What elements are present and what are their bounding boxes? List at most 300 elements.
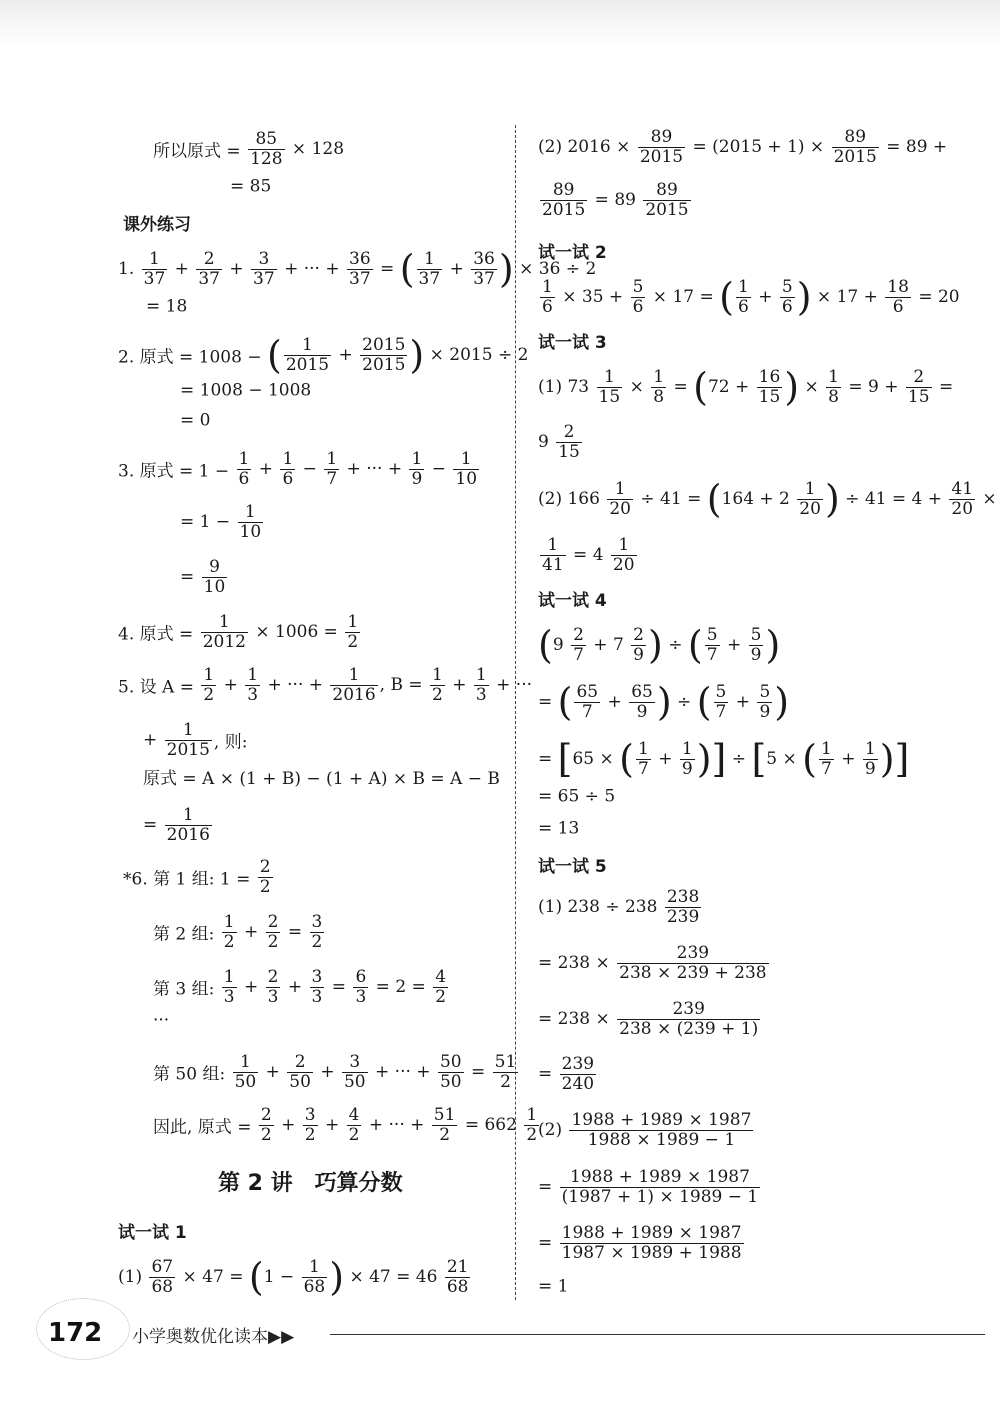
- fraction-numerator: 3: [311, 967, 323, 987]
- fraction-denominator: 50: [343, 1071, 366, 1092]
- fraction: [347, 1106, 362, 1144]
- fraction: [345, 613, 360, 651]
- fraction-numerator: 3: [251, 250, 277, 270]
- fraction-denominator: 2: [203, 684, 215, 705]
- fraction-numerator: 1: [165, 721, 212, 741]
- fraction-numerator: 3: [304, 1105, 316, 1125]
- fraction-denominator: 9: [750, 644, 762, 665]
- fraction-denominator: 2: [223, 931, 235, 952]
- bracket: ): [696, 736, 712, 781]
- fraction: [196, 250, 222, 288]
- left-math-line: [153, 1053, 520, 1091]
- fraction: [906, 368, 932, 406]
- fraction-denominator: 2015: [639, 146, 684, 167]
- math-text: +: [223, 259, 250, 280]
- fraction: [201, 613, 248, 651]
- math-text: × 1006 =: [249, 622, 344, 643]
- math-text: =: [143, 815, 163, 836]
- fraction-numerator: 2: [906, 368, 932, 388]
- fraction: [165, 721, 212, 759]
- fraction-numerator: 2: [633, 625, 644, 645]
- left-math-line: [118, 332, 529, 377]
- math-text: ÷ 41 =: [634, 489, 707, 510]
- math-text: ÷: [726, 749, 752, 770]
- fraction-numerator: 2: [556, 423, 582, 443]
- fraction-denominator: 3: [311, 986, 323, 1007]
- math-text: + ··· +: [262, 675, 329, 696]
- fraction: [360, 336, 407, 374]
- fraction-denominator: 3: [267, 986, 279, 1007]
- book-title: 小学奥数优化读本▶▶: [132, 1327, 295, 1347]
- fraction-denominator: 3: [247, 684, 259, 705]
- section-heading: 课外练习: [123, 215, 191, 235]
- left-math-line: [146, 296, 187, 317]
- right-math-line: [538, 1000, 762, 1038]
- scan-top-edge: [0, 0, 1000, 48]
- left-math-line: [230, 176, 271, 197]
- fraction-numerator: 89: [832, 128, 879, 148]
- fraction-denominator: 7: [715, 701, 727, 722]
- fraction-numerator: 3: [311, 912, 323, 932]
- left-math-line: [153, 1010, 169, 1031]
- math-text: 5 ×: [766, 749, 803, 770]
- math-text: +: [652, 749, 678, 770]
- math-text: +: [275, 1115, 301, 1136]
- left-math-line: [180, 503, 265, 541]
- math-text: =: [465, 1062, 491, 1083]
- math-text: =: [933, 377, 954, 398]
- bracket: ): [498, 246, 514, 291]
- fraction-numerator: 1: [540, 536, 566, 556]
- fraction-numerator: 36: [473, 249, 495, 269]
- bracket: ]: [711, 736, 727, 781]
- math-text: =: [180, 567, 200, 588]
- fraction: [540, 278, 555, 316]
- bracket: ): [329, 1254, 345, 1299]
- fraction-numerator: 1: [142, 250, 168, 270]
- math-text: ×: [624, 377, 650, 398]
- bracket: (: [557, 679, 573, 724]
- fraction-denominator: 2015: [542, 199, 586, 220]
- math-text: +: [260, 1062, 286, 1083]
- fraction-denominator: 238 × (239 + 1): [619, 1018, 759, 1039]
- fraction-numerator: 5: [706, 625, 718, 645]
- math-text: + ··· +: [363, 1115, 430, 1136]
- math-text: +: [835, 749, 861, 770]
- bracket: (: [696, 679, 712, 724]
- fraction-denominator: 2015: [645, 199, 689, 220]
- math-text: +: [238, 922, 264, 943]
- math-text: 2. 原式 = 1008 −: [118, 347, 267, 368]
- math-text: =: [326, 977, 352, 998]
- fraction-denominator: 10: [203, 576, 226, 597]
- fraction-numerator: 67: [151, 1257, 174, 1277]
- section-heading: 试一试 5: [538, 857, 607, 877]
- fraction: [233, 1053, 259, 1091]
- right-math-line: [538, 1055, 598, 1093]
- bracket: (: [706, 476, 722, 521]
- math-text: = 18: [146, 296, 188, 317]
- math-text: 第 3 组:: [153, 979, 220, 1000]
- right-math-line: [538, 679, 790, 724]
- bracket: ]: [894, 736, 910, 781]
- math-text: = 85: [230, 176, 272, 197]
- fraction: [287, 1053, 313, 1091]
- fraction-numerator: 5: [632, 277, 644, 297]
- fraction-denominator: 20: [612, 554, 635, 575]
- column-divider: [515, 125, 516, 1300]
- fraction: [705, 626, 720, 664]
- fraction-denominator: 37: [418, 268, 441, 289]
- section-heading: 试一试 1: [118, 1223, 187, 1243]
- fraction: [471, 250, 497, 288]
- fraction-numerator: 239: [561, 1054, 595, 1074]
- math-text: =: [538, 749, 558, 770]
- fraction: [222, 968, 237, 1006]
- fraction: [736, 278, 751, 316]
- bracket: ): [784, 364, 800, 409]
- math-text: × 36 ÷ 2: [513, 259, 597, 280]
- math-text: ÷: [662, 635, 688, 656]
- fraction: [757, 368, 783, 406]
- fraction-numerator: 2: [260, 1105, 272, 1125]
- fraction-numerator: 1: [330, 666, 377, 686]
- fraction-numerator: 16: [758, 367, 781, 387]
- fraction-numerator: 51: [433, 1105, 456, 1125]
- fraction-denominator: 1988 × 1989 − 1: [587, 1129, 736, 1150]
- fraction: [797, 480, 823, 518]
- fraction: [237, 450, 252, 488]
- fraction: [540, 181, 587, 219]
- left-math-line: [118, 613, 362, 651]
- math-text: 原式 = A × (1 + B) − (1 + A) × B = A − B: [143, 769, 500, 789]
- right-math-line: [538, 736, 910, 781]
- math-text: 72 +: [707, 377, 755, 398]
- fraction-denominator: 6: [781, 296, 793, 317]
- fraction-numerator: 239: [617, 944, 768, 964]
- fraction: [617, 1000, 760, 1038]
- fraction-denominator: 68: [446, 1276, 469, 1297]
- fraction-numerator: 1: [223, 967, 235, 987]
- fraction: [560, 1168, 761, 1206]
- fraction-numerator: 18: [887, 277, 909, 297]
- fraction-denominator: 7: [820, 758, 832, 779]
- fraction-numerator: 1988 + 1989 × 1987: [560, 1168, 761, 1188]
- fraction: [629, 683, 655, 721]
- bracket: (: [719, 274, 734, 319]
- right-math-line: [538, 274, 960, 319]
- right-math-line: [538, 852, 607, 877]
- math-text: +: [444, 259, 470, 280]
- fraction-denominator: 2: [259, 876, 271, 897]
- fraction: [266, 968, 281, 1006]
- math-text: , B =: [379, 675, 429, 696]
- fraction: [643, 181, 690, 219]
- fraction-numerator: 1: [597, 368, 623, 388]
- math-text: × 47 = 46: [344, 1267, 443, 1288]
- fraction-numerator: 1: [284, 336, 331, 356]
- left-math-line: [153, 913, 326, 951]
- math-text: ÷ 41 = 4 +: [839, 489, 948, 510]
- fraction-denominator: 2015: [833, 146, 877, 167]
- left-math-line: [143, 806, 214, 844]
- fraction-denominator: 2: [311, 931, 323, 952]
- fraction: [165, 806, 212, 844]
- fraction: [222, 913, 237, 951]
- right-math-line: [538, 888, 703, 926]
- fraction: [201, 666, 216, 704]
- math-text: = 9 +: [843, 377, 904, 398]
- fraction-numerator: 3: [342, 1053, 368, 1073]
- left-math-line: [180, 558, 229, 596]
- right-math-line: [538, 536, 639, 574]
- fraction-denominator: 8: [828, 386, 839, 407]
- fraction-numerator: 51: [494, 1052, 517, 1072]
- math-text: = 65 ÷ 5: [538, 786, 616, 807]
- fraction: [280, 450, 295, 488]
- fraction-numerator: 41: [951, 479, 974, 499]
- bracket: (: [687, 622, 703, 667]
- left-math-line: [118, 246, 597, 291]
- math-text: + ··· +: [369, 1062, 436, 1083]
- left-math-line: [123, 858, 275, 896]
- bracket: [: [751, 736, 767, 781]
- fraction: [714, 683, 729, 721]
- fraction-numerator: 1: [797, 480, 823, 500]
- fraction-denominator: 2: [260, 1124, 272, 1145]
- bracket: (: [248, 1254, 264, 1299]
- fraction: [310, 913, 325, 951]
- right-math-line: [538, 944, 771, 982]
- math-text: +: [446, 675, 472, 696]
- math-text: +: [238, 977, 264, 998]
- math-text: = 20: [912, 287, 960, 308]
- fraction-denominator: 2016: [332, 684, 376, 705]
- fraction-denominator: 37: [349, 268, 371, 289]
- fraction-denominator: 2015: [285, 354, 330, 375]
- math-text: = 238 ×: [538, 1009, 616, 1030]
- fraction-numerator: 5: [750, 625, 762, 645]
- fraction-denominator: 3: [223, 986, 235, 1007]
- math-text: (1) 238 ÷ 238: [538, 897, 663, 918]
- math-text: =: [538, 1177, 558, 1198]
- math-text: +: [752, 287, 778, 308]
- fraction-numerator: 1988 + 1989 × 1987: [571, 1110, 752, 1130]
- fraction-denominator: 2016: [166, 824, 210, 845]
- fraction-denominator: 2: [439, 1124, 451, 1145]
- fraction: [574, 683, 600, 721]
- bracket: ): [824, 476, 840, 521]
- fraction-denominator: 1987 × 1989 + 1988: [561, 1242, 742, 1263]
- math-text: 5. 设 A =: [118, 677, 200, 698]
- fraction: [409, 450, 424, 488]
- fraction-numerator: 1: [737, 277, 749, 297]
- right-math-line: [538, 1168, 762, 1206]
- fraction: [617, 944, 768, 982]
- math-text: = 1: [538, 1276, 569, 1297]
- left-math-line: [143, 764, 500, 789]
- fraction-denominator: (1987 + 1) × 1989 − 1: [561, 1186, 759, 1207]
- fraction: [342, 1053, 368, 1091]
- math-text: × 35 +: [556, 287, 629, 308]
- fraction: [780, 278, 795, 316]
- fraction-denominator: 9: [636, 701, 648, 722]
- math-text: = 1008 − 1008: [180, 380, 312, 401]
- fraction: [303, 1106, 318, 1144]
- fraction-denominator: 20: [799, 498, 821, 519]
- math-text: 9: [552, 635, 570, 656]
- fraction: [757, 683, 772, 721]
- left-math-line: [153, 1106, 541, 1144]
- fraction-numerator: 5: [715, 682, 727, 702]
- left-math-line: [180, 380, 311, 401]
- fraction-numerator: 1: [165, 806, 212, 826]
- math-text: +: [314, 1062, 340, 1083]
- right-math-line: [538, 238, 607, 263]
- fraction-numerator: 1: [542, 277, 553, 297]
- fraction: [258, 858, 273, 896]
- fraction: [445, 1258, 471, 1296]
- fraction-denominator: 9: [633, 644, 644, 665]
- fraction-denominator: 6: [238, 468, 250, 489]
- left-math-line: [118, 1254, 472, 1299]
- math-text: *6. 第 1 组: 1 =: [123, 869, 256, 890]
- math-text: 第 2 组:: [153, 924, 220, 945]
- fraction: [597, 368, 623, 406]
- fraction: [680, 740, 695, 778]
- left-math-line: [153, 130, 344, 168]
- left-math-line: [180, 410, 210, 431]
- math-text: −: [297, 459, 323, 480]
- math-text: +: [730, 692, 756, 713]
- bracket: ): [879, 736, 895, 781]
- math-text: (2): [538, 1120, 568, 1141]
- math-text: −: [426, 459, 452, 480]
- fraction: [432, 1106, 458, 1144]
- left-math-line: [123, 210, 191, 235]
- fraction: [749, 626, 764, 664]
- fraction-denominator: 37: [143, 268, 166, 289]
- fraction-denominator: 2012: [202, 631, 246, 652]
- math-text: = 1 −: [180, 512, 236, 533]
- math-text: 第 50 组:: [153, 1064, 231, 1085]
- fraction-numerator: 1988 + 1989 × 1987: [561, 1223, 742, 1243]
- section-heading: 试一试 2: [538, 243, 607, 263]
- fraction: [651, 368, 666, 406]
- fraction: [949, 480, 975, 518]
- fraction-numerator: 2: [267, 912, 279, 932]
- fraction-denominator: 2: [267, 931, 279, 952]
- math-text: = 89: [589, 190, 642, 211]
- fraction: [556, 423, 582, 461]
- fraction: [453, 450, 479, 488]
- fraction-denominator: 15: [558, 441, 580, 462]
- math-text: (2) 2016 ×: [538, 137, 636, 158]
- math-text: =: [374, 259, 400, 280]
- fraction-denominator: 68: [303, 1276, 326, 1297]
- math-text: = 4: [567, 545, 609, 566]
- math-text: = 238 ×: [538, 953, 616, 974]
- fraction-denominator: 7: [573, 644, 584, 665]
- left-math-line: [143, 721, 247, 759]
- math-text: =: [538, 692, 558, 713]
- math-text: 1 −: [263, 1267, 300, 1288]
- fraction-numerator: 89: [643, 181, 690, 201]
- fraction-denominator: 15: [758, 386, 781, 407]
- math-text: +: [253, 459, 279, 480]
- math-text: × 128: [286, 139, 345, 160]
- fraction-denominator: 9: [759, 701, 771, 722]
- bracket: ): [796, 274, 812, 319]
- fraction-denominator: 240: [561, 1073, 595, 1094]
- fraction-numerator: 2: [573, 625, 584, 645]
- math-text: ···: [153, 1010, 170, 1031]
- fraction-numerator: 1: [607, 480, 633, 500]
- fraction: [631, 626, 646, 664]
- left-math-line: [218, 1166, 403, 1197]
- math-text: 1.: [118, 259, 140, 280]
- bracket: (: [538, 622, 553, 667]
- math-text: , 则:: [213, 732, 248, 753]
- math-text: =: [282, 922, 308, 943]
- math-text: 4. 原式 =: [118, 624, 199, 645]
- math-text: +: [282, 977, 308, 998]
- fraction: [863, 740, 878, 778]
- fraction: [611, 536, 637, 574]
- fraction: [571, 626, 586, 664]
- right-math-line: [538, 622, 781, 667]
- math-text: (1) 73: [538, 377, 595, 398]
- fraction-numerator: 2: [267, 967, 279, 987]
- right-math-line: [538, 1276, 568, 1297]
- fraction-denominator: 41: [542, 554, 564, 575]
- fraction-denominator: 2015: [362, 354, 406, 375]
- fraction-numerator: 1: [201, 613, 248, 633]
- fraction: [560, 1224, 744, 1262]
- math-text: =: [538, 1064, 558, 1085]
- right-math-line: [538, 1224, 746, 1262]
- fraction-denominator: 7: [326, 468, 338, 489]
- fraction-numerator: 1: [828, 367, 839, 387]
- math-text: +: [602, 692, 628, 713]
- fraction-numerator: 4: [435, 967, 447, 987]
- fraction-numerator: 1: [453, 450, 479, 470]
- fraction-numerator: 1: [302, 1258, 328, 1278]
- fraction-numerator: 4: [348, 1105, 360, 1125]
- fraction-numerator: 239: [617, 1000, 760, 1020]
- fraction: [142, 250, 168, 288]
- bracket: (: [267, 332, 282, 377]
- fraction-numerator: 1: [681, 739, 693, 759]
- fraction-denominator: 9: [411, 468, 423, 489]
- fraction-numerator: 1: [282, 449, 294, 469]
- fraction: [347, 250, 373, 288]
- fraction: [438, 1053, 464, 1091]
- fraction-denominator: 68: [151, 1276, 174, 1297]
- fraction-denominator: 15: [907, 386, 930, 407]
- footer-rule: [330, 1334, 985, 1335]
- bracket: ): [765, 622, 781, 667]
- fraction-numerator: 1: [347, 612, 359, 632]
- fraction: [259, 1106, 274, 1144]
- fraction: [284, 336, 331, 374]
- math-text: 9: [538, 432, 555, 453]
- bracket: ): [774, 679, 790, 724]
- math-text: =: [668, 377, 694, 398]
- fraction: [631, 278, 646, 316]
- right-math-line: [538, 364, 954, 409]
- fraction-denominator: 2: [347, 631, 359, 652]
